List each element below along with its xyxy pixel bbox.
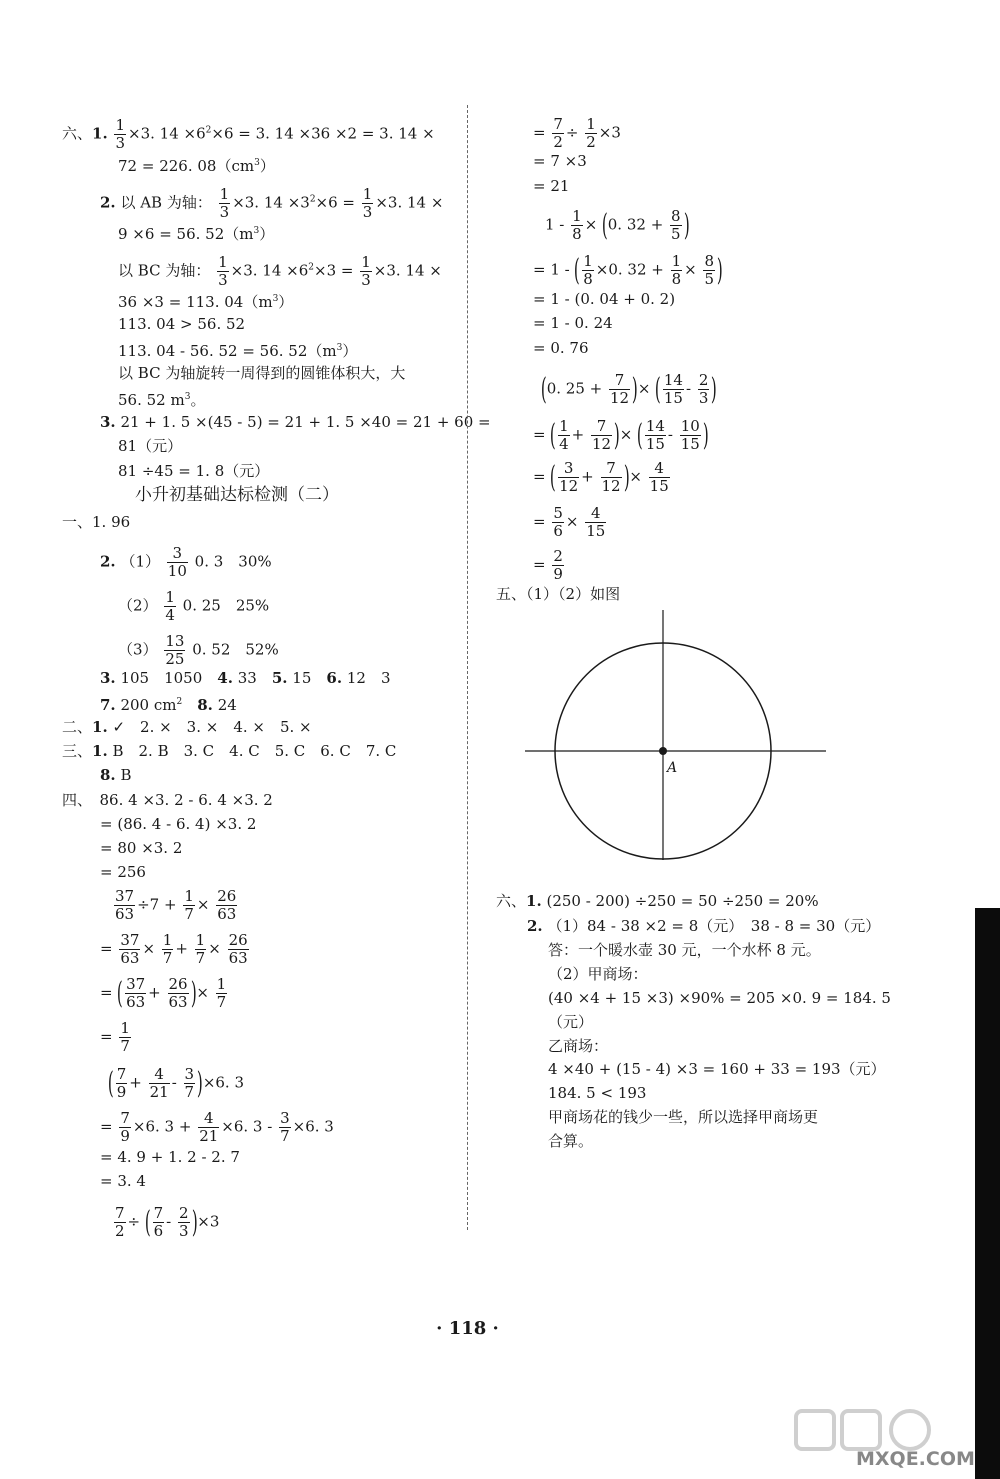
point-label-a: A — [667, 760, 678, 776]
answer-3: 三、1. B 2. B 3. C 4. C 5. C 6. C 7. C — [62, 742, 397, 760]
answer-6-3-result: 81 ÷45 = 1. 8（元） — [118, 462, 270, 480]
answer-4-calc-5: 1 - $\frac{1}{8}$ × (0. 32 + $\frac{8}{5}$ ) — [545, 207, 690, 243]
answer-2: 二、1. ✓ 2. × 3. × 4. × 5. × — [62, 718, 312, 736]
answer-1-3-6: 3. 105 1050 4. 33 5. 15 6. 12 3 — [100, 669, 391, 687]
answer-4-calc-2-step2: = ( $\frac{37}{63}$ + $\frac{26}{63}$ )× $\frac{1}{7}$ — [100, 975, 227, 1011]
answer-4-calc-3-step2: = 4. 9 + 1. 2 - 2. 7 — [100, 1148, 240, 1166]
answer-4-calc-1-step1: = (86. 4 - 6. 4) ×3. 2 — [100, 815, 257, 833]
answer-1-1: 一、1. 96 — [62, 513, 131, 531]
answer-4-calc-2-step3: = $\frac{1}{7}$ — [100, 1019, 130, 1055]
answer-6b-2-2: （2）甲商场： — [548, 965, 648, 983]
answer-4-calc-6-step4: = $\frac{2}{9}$ — [533, 547, 563, 583]
answer-4-calc-4-step3: = 21 — [533, 177, 570, 195]
answer-4-calc-6-step1: = ( $\frac{1}{4}$ + $\frac{7}{12}$ )× ( $\frac{14}{15}$ - $\frac{10}{15}$ ) — [533, 417, 709, 453]
answer-6b-2-2-calc-b: 4 ×40 + (15 - 4) ×3 = 160 + 33 = 193（元） — [548, 1060, 886, 1078]
answer-4-calc-3-step3: = 3. 4 — [100, 1172, 146, 1190]
answer-4-calc-4-step1: = $\frac{7}{2}$ ÷ $\frac{1}{2}$ ×3 — [533, 115, 621, 151]
answer-6b-2-2-shop-b: 乙商场： — [548, 1037, 609, 1055]
answer-6-2-bc-cont: 36 ×3 = 113. $04(m^3)$ — [118, 293, 294, 311]
answer-6b-2-2-calc: (40 ×4 + 15 ×3) ×90% = 205 ×0. 9 = 184. 5 — [548, 989, 891, 1007]
answer-4-calc-4: $\frac{7}{2}$ ÷ ( $\frac{7}{6}$ - $\frac{2}{3}$ )×3 — [115, 1204, 220, 1240]
answer-6b-1: 六、1. (250 - 200) ÷250 = 50 ÷250 = 20% — [496, 892, 819, 910]
answer-6-3: 3. 21 + 1. 5 ×(45 - 5) = 21 + 1. 5 ×40 = 21 + 60 = — [100, 413, 491, 431]
answer-6-2-conclusion-cont: 56. 52 $m^3$。 — [118, 391, 206, 409]
answer-4-calc-5-step1: = 1 - ( $\frac{1}{8}$ ×0. 32 + $\frac{1}{8}$ × $\frac{8}{5}$ ) — [533, 252, 723, 288]
answer-4-calc-5-step3: = 1 - 0. 24 — [533, 314, 613, 332]
answer-6b-2-2-unit: （元） — [548, 1013, 594, 1031]
answer-5-intro: 五、（1）（2）如图 — [496, 585, 621, 603]
answer-4-calc-1-step2: = 80 ×3. 2 — [100, 839, 183, 857]
center-point — [659, 747, 667, 755]
answer-4-calc-2-step1: = $\frac{37}{63}$ × $\frac{1}{7}$ + $\frac{1}{7}$ × $\frac{26}{63}$ — [100, 931, 248, 967]
answer-4-calc-4-step2: = 7 ×3 — [533, 152, 587, 170]
answer-1-2-3: （3） $\frac{13}{25}$ 0. 52 52% — [118, 632, 279, 668]
answer-6-2-diff: 113. 04 - 56. 52 = 56. $52(m^3)$ — [118, 342, 358, 360]
column-divider — [467, 105, 468, 1230]
answer-6b-2-2-conclusion: 甲商场花的钱少一些，所以选择甲商场更 — [548, 1108, 819, 1126]
answer-4-calc-1-step3: = 256 — [100, 863, 146, 881]
answer-1-2-2: （2） $\frac{1}{4}$ 0. 25 25% — [118, 588, 270, 624]
answer-4-calc-6: (0. 25 + $\frac{7}{12}$ )× ( $\frac{14}{15}$ - $\frac{2}{3}$ ) — [540, 371, 718, 407]
answer-6b-2-1: 2. （1）84 - 38 ×2 = 8（元） 38 - 8 = 30（元） — [527, 917, 881, 935]
answer-6-2-bc: 以 BC 为轴： $\frac{1}{3}$ ×3. $14 \times 6^2\times 3$ = $\frac{1}{3}$ ×3. 14 × — [118, 253, 442, 289]
answer-4-calc-5-step4: = 0. 76 — [533, 339, 589, 357]
answer-6-1-cont: 72 = 226. $08(cm^3)$ — [118, 157, 275, 175]
answer-3-8: 8. B — [100, 766, 132, 784]
answer-4-calc-5-step2: = 1 - (0. 04 + 0. 2) — [533, 290, 676, 308]
answer-6-2-conclusion: 以 BC 为轴旋转一周得到的圆锥体积大，大 — [118, 364, 406, 382]
answer-4-calc-6-step3: = $\frac{5}{6}$ × $\frac{4}{15}$ — [533, 504, 606, 540]
answer-4-calc-3: ( $\frac{7}{9}$ + $\frac{4}{21}$ - $\frac{3}{7}$ )×6. 3 — [107, 1065, 245, 1101]
answer-4-calc-3-step1: = $\frac{7}{9}$ ×6. 3 + $\frac{4}{21}$ ×6. 3 - $\frac{3}{7}$ ×6. 3 — [100, 1109, 334, 1145]
section-title: 小升初基础达标检测（二） — [135, 485, 339, 505]
answer-6-2-ab-cont: 9 ×6 = 56. $52(m^3)$ — [118, 225, 275, 243]
answer-1-2-1: 2. （1） $\frac{3}{10}$ 0. 3 30% — [100, 544, 272, 580]
answer-4-calc-2: $\frac{37}{63}$ ÷7 + $\frac{1}{7}$ × $\frac{26}{63}$ — [115, 887, 237, 923]
answer-6b-2-1-reply: 答：一个暖水壶 30 元，一个水杯 8 元。 — [548, 941, 821, 959]
answer-6b-2-2-conclusion-cont: 合算。 — [548, 1132, 594, 1150]
answer-4-calc-1: 四、 86. 4 ×3. 2 - 6. 4 ×3. 2 — [62, 791, 273, 809]
answer-6-2-compare: 113. 04 > 56. 52 — [118, 315, 246, 333]
answer-6b-2-2-compare: 184. 5 < 193 — [548, 1084, 647, 1102]
page-edge-shadow — [975, 908, 1000, 1479]
answer-6-3-cont: 81（元） — [118, 437, 183, 455]
page-number: · 118 · — [436, 1318, 499, 1339]
answer-6-1: 六、1. $\frac{1}{3}$ ×3. $14 \times 6^2\times 6 = 3$. 14 ×36 ×2 = 3. 14 × — [62, 116, 435, 152]
answer-4-calc-6-step2: = ( $\frac{3}{12}$ + $\frac{7}{12}$ )× $\frac{4}{15}$ — [533, 459, 669, 495]
circle-figure — [520, 605, 830, 865]
answer-6-2-ab: 2. 以 AB 为轴： $\frac{1}{3}$ ×3. $14 \times 3^2\times 6$ = $\frac{1}{3}$ ×3. 14 × — [100, 185, 444, 221]
answer-1-7-8: 7. 200 $cm^2$ 8. 24 — [100, 696, 237, 714]
watermark-text: MXQE.COM — [856, 1448, 975, 1470]
